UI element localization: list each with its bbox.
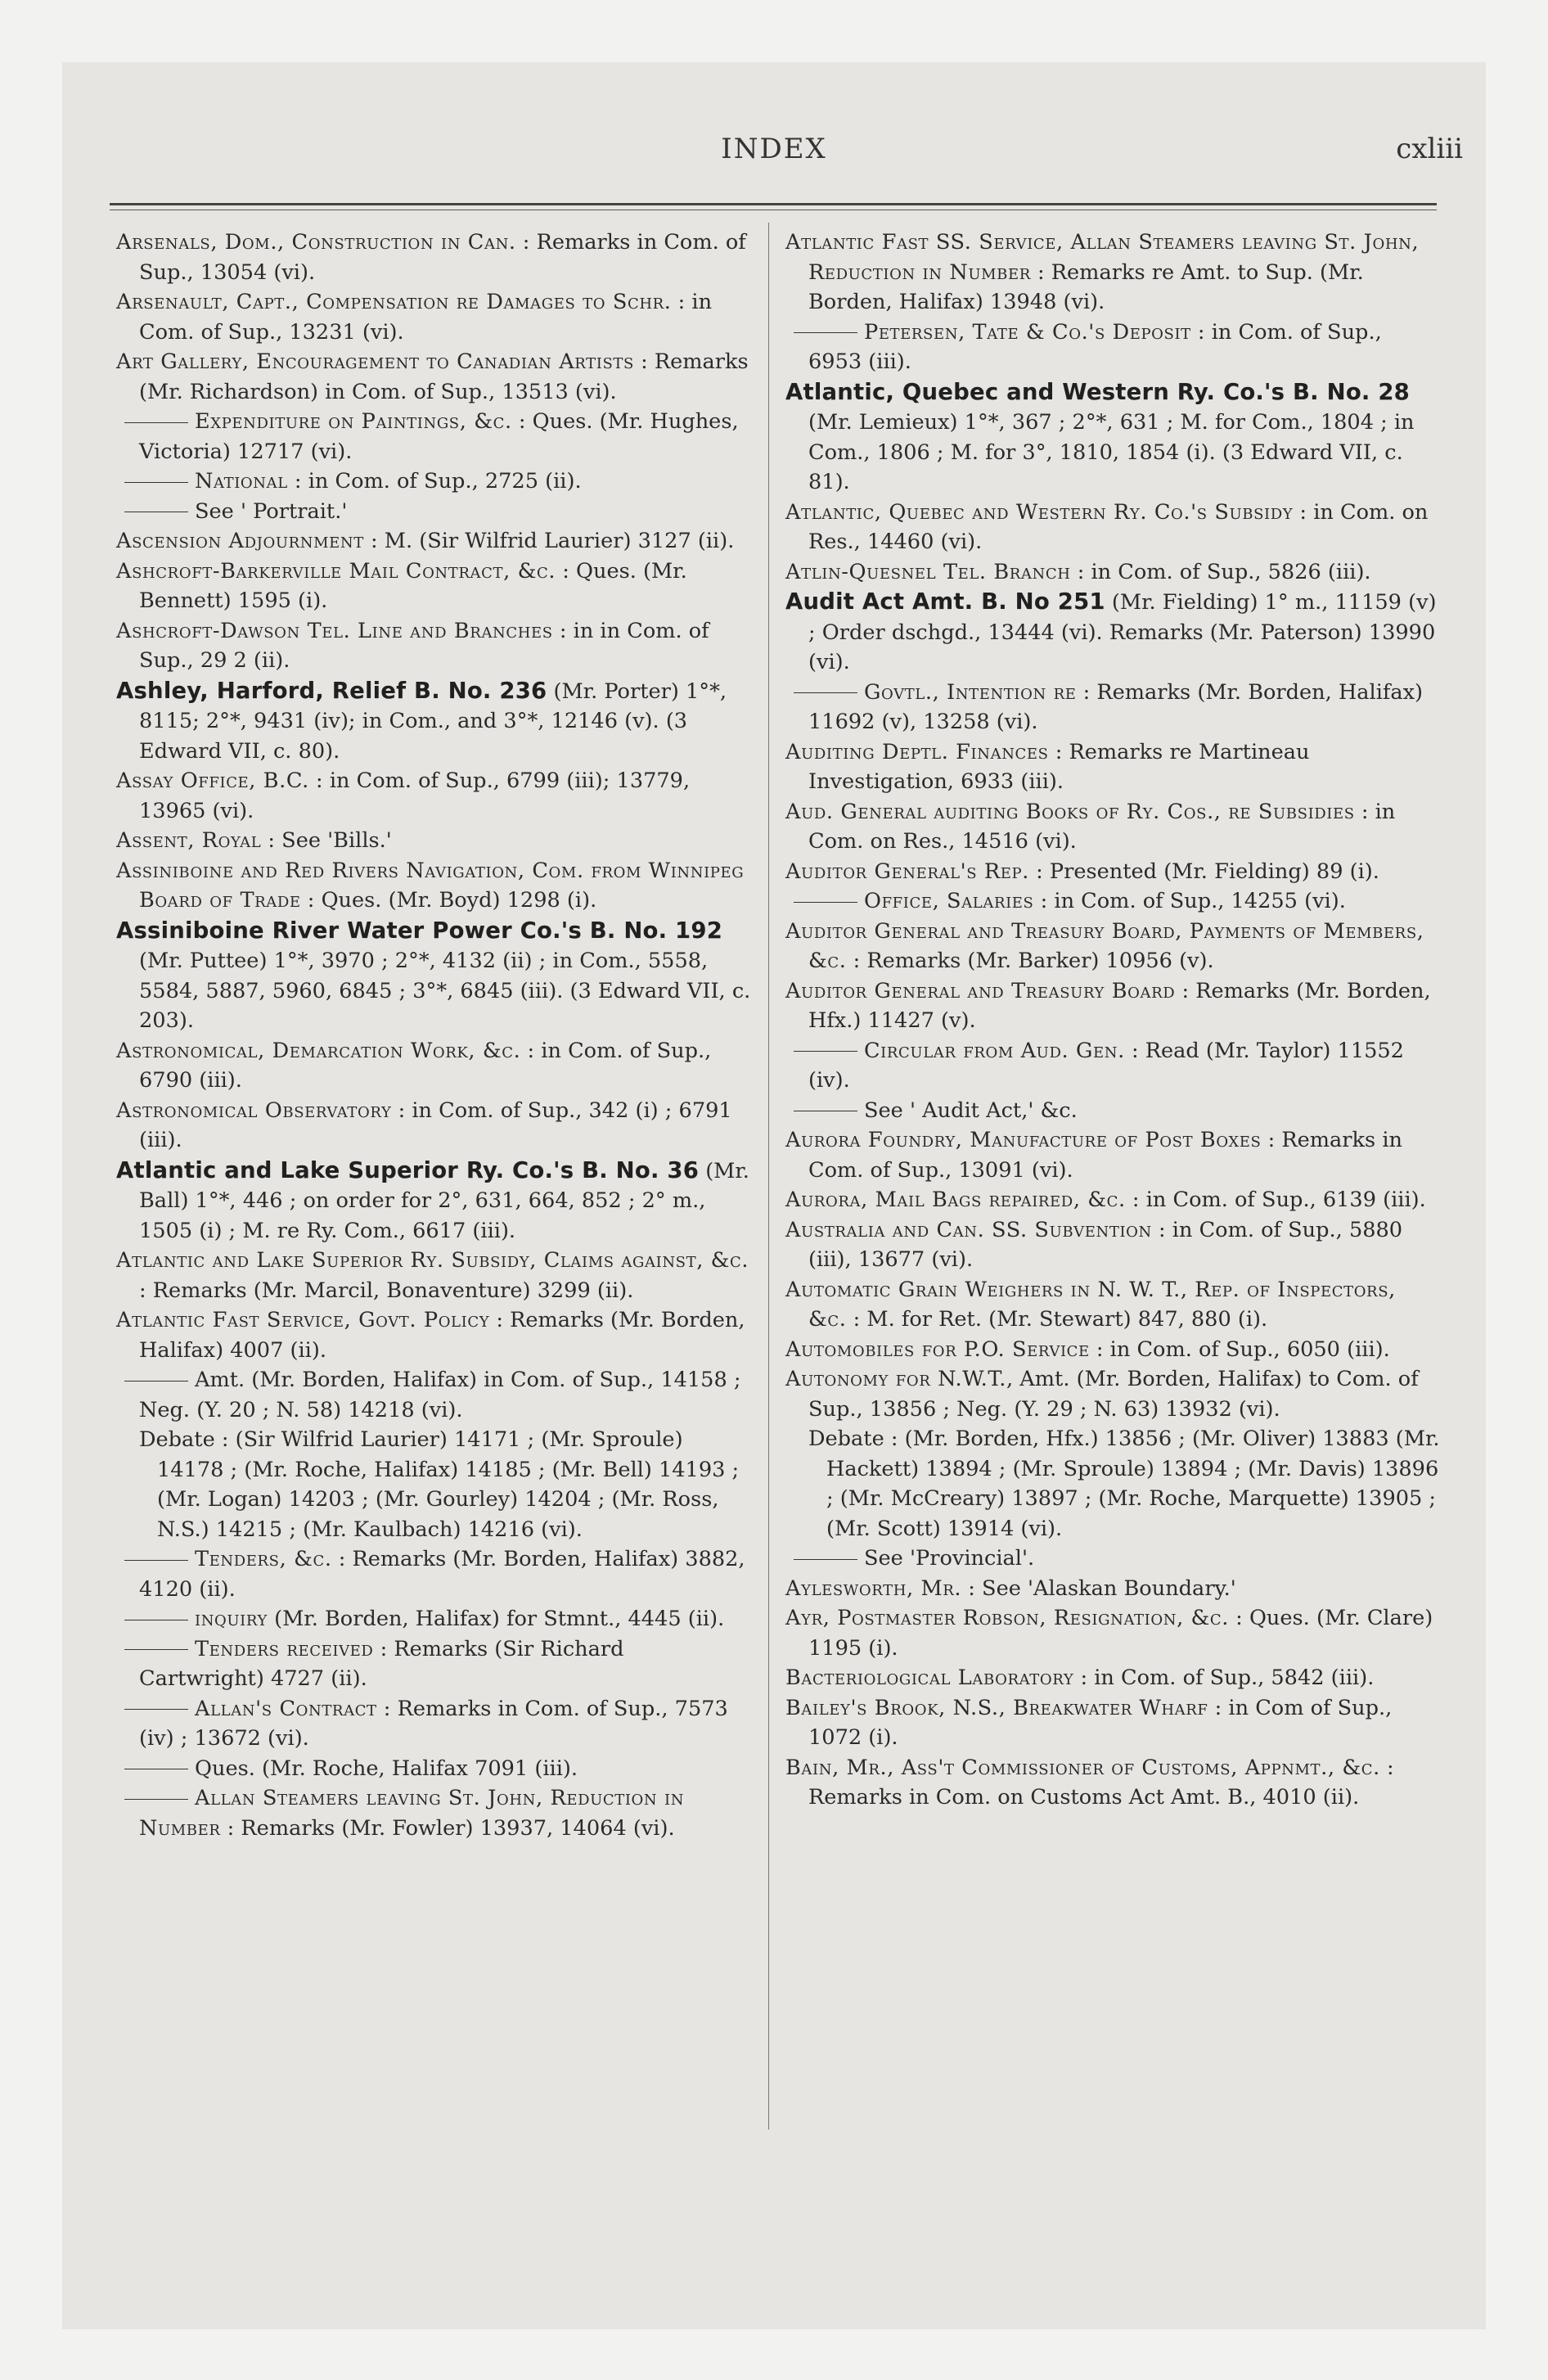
index-entry [116,526,753,557]
continuation-dash [794,692,857,693]
index-entry [785,1753,1440,1813]
left-column [116,228,753,1843]
entry-references: : in in Com. of Sup., 29 2 (ii). [139,618,709,673]
entry-references: : in Com. of Sup., 6953 (iii). [808,319,1382,374]
entry-references: : Presented (Mr. Fielding) 89 (i). [1028,859,1379,884]
index-entry [785,917,1440,976]
index-entry [785,1364,1440,1424]
entry-heading: Expenditure on Paintings, &c. [195,409,512,434]
entry-references: : Remarks re Amt. to Sup. (Mr. Borden, Halifax) 13948 (vi). [808,259,1364,314]
entry-references: : Remarks re Martineau Investigation, 6933 (iii). [808,739,1310,794]
entry-heading: Aurora Foundry, Manufacture of Post Boxes [785,1128,1262,1152]
entry-references: : Remarks (Mr. Borden, Halifax) 11692 (v), 13258 (vi). [808,679,1424,734]
entry-references: Ques. (Mr. Roche, Halifax 7091 (iii). [195,1756,578,1781]
entry-references: : in Com. of Sup., 6050 (iii). [1089,1336,1390,1362]
bill-heading: Atlantic and Lake Superior Ry. Co.'s B. No. 36 [116,1156,700,1183]
entry-references: : Remarks in Com. of Sup., 13054 (vi). [139,230,746,285]
entry-heading: Bacteriological Laboratory [785,1666,1074,1690]
entry-heading: Aylesworth, Mr. [785,1575,962,1601]
index-entry [785,1185,1440,1215]
entry-heading: Astronomical, Demarcation Work, &c. [116,1038,521,1063]
index-entry [116,497,753,527]
index-entry [785,797,1440,857]
entry-heading: Auditor General's Rep. [785,859,1029,884]
index-entry [116,856,753,916]
entry-references: : Remarks in Com. of Sup., 13091 (vi). [808,1128,1402,1183]
index-entry [785,1215,1440,1275]
entry-heading: Atlantic Fast SS. Service, Allan Steamers leaving St. John, Reduction in Number [785,230,1420,285]
index-entry [785,1096,1440,1126]
entry-heading: Ascension Adjournment [116,529,364,553]
index-entry [116,826,753,856]
entry-references: See ' Audit Act,' &c. [864,1098,1078,1123]
entry-references: : Ques. (Mr. Hughes, Victoria) 12717 (vi). [139,409,739,464]
index-entry [116,1305,753,1365]
index-entry [785,1544,1440,1574]
index-entry [116,676,753,767]
index-entry [785,678,1440,737]
column-divider [768,223,769,2130]
entry-heading: National [195,469,288,494]
entry-references: Amt. (Mr. Borden, Halifax) in Com. of Sup., 14158 ; Neg. (Y. 20 ; N. 58) 14218 (vi). [139,1368,741,1422]
entry-heading: Ashcroft-Barkerville Mail Contract, &c. [116,558,556,584]
index-entry [116,287,753,347]
entry-heading: Assiniboine and Red Rivers Navigation, Com. from Winnipeg Board of Trade [116,858,745,913]
entry-references: : Remarks (Mr. Borden, Halifax) 4007 (ii). [139,1308,745,1363]
entry-heading: Atlin-Quesnel Tel. Branch [785,559,1071,584]
continuation-dash [794,1559,857,1560]
index-entry [116,1425,753,1544]
right-column [785,228,1440,1813]
index-entry [116,916,753,1036]
index-entry [116,407,753,467]
entry-references: : in Com. of Sup., 6139 (iii). [1125,1188,1426,1212]
entry-references: : Remarks in Com. on Customs Act Amt. B., 4010 (ii). [808,1755,1394,1810]
index-entry [116,1365,753,1425]
continuation-dash [794,902,857,903]
bill-heading: Atlantic, Quebec and Western Ry. Co.'s B. No. 28 [785,378,1411,405]
continuation-dash [124,1799,188,1800]
entry-references: : See 'Bills.' [261,828,392,853]
entry-references: : Remarks (Mr. Borden, Halifax) 3882, 4120 (ii). [139,1547,745,1602]
entry-heading: Allan Steamers leaving St. John, Reduction in Number [139,1786,685,1841]
entry-references: : in Com. on Res., 14460 (vi). [808,499,1429,554]
index-entry [785,1663,1440,1693]
index-entry [785,857,1440,887]
entry-references: Debate : (Mr. Borden, Hfx.) 13856 ; (Mr. Oliver) 13883 (Mr. Hackett) 13894 ; (Mr. Sproule) 13894 ; (Mr. Davis) 13896 ; (Mr. McCreary) 13897 ; (Mr. Roche, Marquette) 13905 ; (Mr. Scott) 13914 (vi). [808,1427,1440,1541]
entry-references: : Remarks (Mr. Barker) 10956 (v). [846,949,1214,973]
entry-references: : in Com. of Sup., 5826 (iii). [1070,559,1371,584]
index-entry [785,557,1440,588]
bill-heading: Audit Act Amt. B. No 251 [785,588,1105,615]
entry-heading: Office, Salaries [864,889,1034,913]
entry-references: : in Com. of Sup., 5880 (iii), 13677 (vi). [808,1217,1403,1272]
entry-references: : Read (Mr. Taylor) 11552 (iv). [808,1038,1404,1093]
entry-heading: Bailey's Brook, N.S., Breakwater Wharf [785,1695,1208,1720]
entry-heading: Tenders received [195,1636,374,1661]
entry-heading: Astronomical Observatory [116,1098,392,1123]
entry-heading: Circular from Aud. Gen. [864,1038,1125,1063]
entry-heading: Govtl., Intention re [864,679,1077,705]
index-entry [116,557,753,616]
entry-references: : in Com. of Sup., 6790 (iii). [139,1038,712,1093]
index-entry [785,1036,1440,1096]
entry-references: : Ques. (Mr. Boyd) 1298 (i). [300,888,597,913]
index-entry [785,498,1440,557]
index-entry [785,1693,1440,1753]
index-entry [785,976,1440,1036]
entry-references: : in Com. on Res., 14516 (vi). [808,799,1396,854]
index-entry [116,228,753,287]
entry-references: Debate : (Sir Wilfrid Laurier) 14171 ; (Mr. Sproule) 14178 ; (Mr. Roche, Halifax) 14185 ; (Mr. Bell) 14193 ; (Mr. Logan) 14203 ; (Mr. Gourley) 14204 ; (Mr. Ross, N.S.) 14215 ; (Mr. Kaulbach) 14216 (vi). [139,1427,740,1542]
continuation-dash [124,482,188,483]
continuation-dash [124,1709,188,1710]
entry-heading: Automobiles for P.O. Service [785,1336,1090,1362]
entry-heading: Aud. General auditing Books of Ry. Cos., re Subsidies [785,799,1355,824]
index-entry [785,737,1440,797]
entry-references: : Ques. (Mr. Clare) 1195 (i). [808,1606,1433,1661]
entry-references: : Remarks (Mr. Borden, Hfx.) 11427 (v). [808,978,1431,1033]
entry-references: : See 'Alaskan Boundary.' [961,1575,1236,1601]
entry-references: (Mr. Fielding) 1° m., 11159 (v) ; Order dschgd., 13444 (vi). Remarks (Mr. Paterson) 13990 (vi). [808,590,1437,674]
entry-heading: Allan's Contract [195,1696,377,1721]
entry-references: (Mr. Ball) 1°*, 446 ; on order for 2°, 631, 664, 852 ; 2° m., 1505 (i) ; M. re Ry. Com., 6617 (iii). [139,1158,749,1243]
entry-references: : in Com. of Sup., 13231 (vi). [139,290,713,345]
index-entry [116,1246,753,1305]
entry-heading: Australia and Can. SS. Subvention [785,1217,1152,1242]
entry-references: , Amt. (Mr. Borden, Halifax) to Com. of Sup., 13856 ; Neg. (Y. 29 ; N. 63) 13932 (vi). [808,1367,1419,1422]
entry-references: : Remarks (Mr. Fowler) 13937, 14064 (vi). [220,1815,675,1841]
index-entry [116,1694,753,1754]
entry-heading: Autonomy for N.W.T. [785,1367,1007,1391]
index-entry [116,467,753,497]
entry-references: See 'Provincial'. [864,1546,1035,1571]
continuation-dash [124,422,188,423]
entry-heading: Bain, Mr., Ass't Commissioner of Customs, Appnmt., &c. [785,1755,1380,1780]
entry-heading: Atlantic Fast Service, Govt. Policy [116,1308,490,1332]
index-entry [785,587,1440,678]
index-entry [116,1156,753,1246]
continuation-dash [124,1381,188,1382]
entry-references: (Mr. Lemieux) 1°*, 367 ; 2°*, 631 ; M. for Com., 1804 ; in Com., 1806 ; M. for 3°, 1810, 1854 (i). (3 Edward VII, c. 81). [808,410,1415,494]
entry-references: (Mr. Puttee) 1°*, 3970 ; 2°*, 4132 (ii) ; in Com., 5558, 5584, 5887, 5960, 6845 ; 3°*, 6845 (iii). (3 Edward VII, c. 203). [139,949,751,1033]
bill-heading: Ashley, Harford, Relief B. No. 236 [116,677,547,704]
entry-heading: Atlantic and Lake Superior Ry. Subsidy, Claims against, &c. [116,1248,749,1273]
entry-heading: Automatic Grain Weighers in N. W. T., Rep. of Inspectors, &c. [785,1277,1396,1332]
index-page [62,62,1486,2329]
entry-references: : Remarks (Mr. Richardson) in Com. of Sup., 13513 (vi). [139,349,749,404]
entry-references: (Mr. Porter) 1°*, 8115; 2°*, 9431 (iv); in Com., and 3°*, 12146 (v). (3 Edward VII, c. 80). [139,678,727,764]
header-rule-thick [110,203,1437,205]
index-entry [116,1604,753,1634]
index-entry [785,1125,1440,1185]
entry-heading: Assay Office, B.C. [116,769,309,793]
entry-heading: Auditor General and Treasury Board, Payments of Members, &c. [785,918,1424,973]
continuation-dash [794,1051,857,1052]
entry-references: : Ques. (Mr. Bennett) 1595 (i). [139,558,687,613]
index-entry [116,1096,753,1156]
entry-heading: Atlantic, Quebec and Western Ry. Co.'s Subsidy [785,499,1294,525]
index-entry [785,1275,1440,1335]
continuation-dash [124,1649,188,1650]
index-entry [785,1424,1440,1544]
index-entry [785,1603,1440,1663]
entry-heading: Tenders, &c. [195,1547,332,1571]
bill-heading: Assiniboine River Water Power Co.'s B. No. 192 [116,917,723,944]
entry-heading: Aurora, Mail Bags repaired, &c. [785,1188,1126,1212]
entry-heading: Assent, Royal [116,828,262,853]
continuation-dash [794,332,857,333]
entry-references: : in Com. of Sup., 5842 (iii). [1073,1666,1375,1690]
entry-heading: Art Gallery, Encouragement to Canadian Artists [116,349,634,374]
index-entry [116,1754,753,1784]
entry-heading: Auditing Deptl. Finances [785,739,1049,764]
entry-references: : in Com. of Sup., 6799 (iii); 13779, 13965 (vi). [139,769,691,823]
entry-heading: Ayr, Postmaster Robson, Resignation, &c. [785,1606,1230,1630]
entry-heading: Arsenault, Capt., Compensation re Damages to Schr. [116,290,672,314]
entry-references: : Remarks in Com. of Sup., 7573 (iv) ; 13672 (vi). [139,1696,728,1751]
index-entry [116,1544,753,1604]
entry-heading: inquiry [195,1607,268,1631]
page-title: INDEX [721,133,827,165]
entry-references: : M. for Ret. (Mr. Stewart) 847, 880 (i). [846,1307,1268,1332]
index-entry [116,1783,753,1843]
index-entry [785,377,1440,498]
entry-references: : Remarks (Sir Richard Cartwright) 4727 (ii). [139,1636,624,1691]
continuation-dash [124,1560,188,1561]
entry-references: : M. (Sir Wilfrid Laurier) 3127 (ii). [363,529,735,553]
entry-heading: Petersen, Tate & Co.'s Deposit [864,319,1191,345]
index-entry [116,347,753,407]
entry-references: : in Com of Sup., 1072 (i). [808,1695,1393,1750]
entry-references: : in Com. of Sup., 14255 (vi). [1033,889,1346,913]
index-entry [785,886,1440,917]
index-entry [785,228,1440,318]
entry-heading: Ashcroft-Dawson Tel. Line and Branches [116,618,553,643]
entry-references: (Mr. Borden, Halifax) for Stmnt., 4445 (ii). [267,1607,725,1631]
index-entry [116,766,753,826]
index-entry [785,1335,1440,1365]
index-entry [116,1036,753,1096]
entry-heading: Auditor General and Treasury Board [785,978,1176,1003]
index-entry [785,1574,1440,1604]
page-number: cxliii [1396,133,1463,165]
entry-references: : Remarks (Mr. Marcil, Bonaventure) 3299 (ii). [139,1278,634,1303]
entry-references: See ' Portrait.' [195,498,348,524]
index-entry [116,616,753,676]
entry-references: : in Com. of Sup., 2725 (ii). [287,469,582,494]
entry-references: : in Com. of Sup., 342 (i) ; 6791 (iii). [139,1098,732,1152]
entry-heading: Arsenals, Dom., Construction in Can. [116,230,516,255]
index-entry [785,318,1440,377]
index-entry [116,1634,753,1694]
